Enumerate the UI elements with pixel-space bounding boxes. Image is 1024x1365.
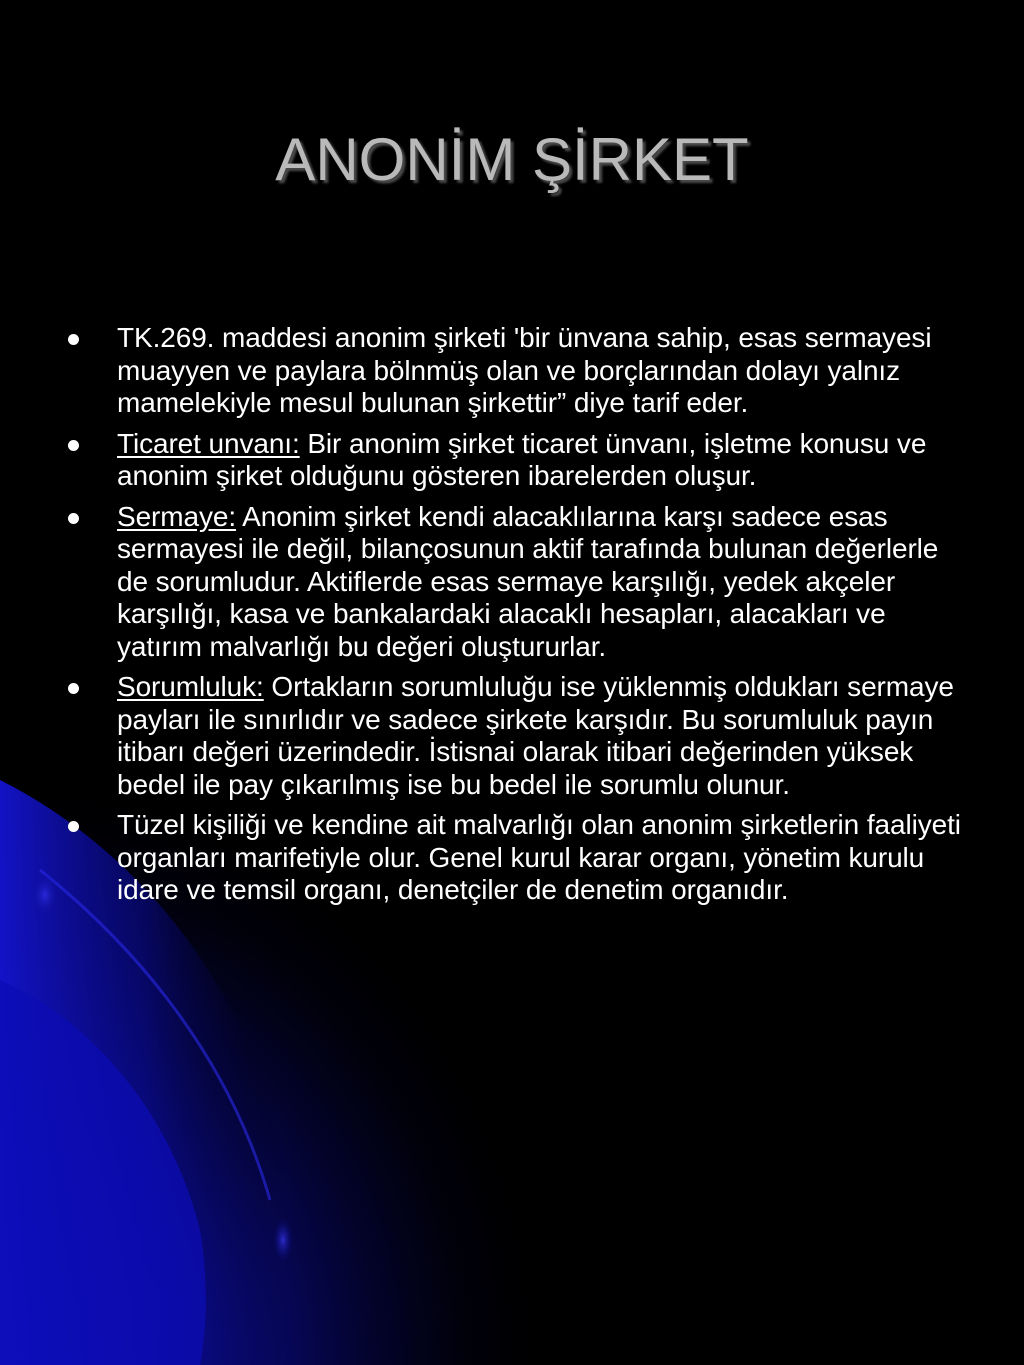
bullet-item [66,809,966,907]
bullet-dot-icon [68,513,79,524]
bullet-text: Bir anonim şirket ticaret ünvanı, işletme konusu ve anonim şirket olduğunu gösteren ibarelerden oluşur. [117,427,927,491]
glow-spot [273,1218,293,1262]
bullet-text: Anonim şirket kendi alacaklılarına karşı sadece esas sermayesi ile değil, bilançosunun aktif tarafında bulunan değerlerle de sorumludur. Aktiflerde esas sermaye karşılığı, yedek akçeler karşılığı, kasa ve bankalardaki alacaklı hesapları, alacakları ve yatırım malvarlığı bu değeri oluştururlar. [117,500,939,662]
bullet-dot-icon [68,440,79,451]
bullet-item [66,428,966,493]
bullet-item [66,501,966,664]
bullet-list [66,322,966,915]
bullet-term: Sermaye: [117,500,237,532]
slide-title: ANONİM ŞİRKET [275,126,749,193]
bullet-item [66,671,966,801]
bullet-text: Ortakların sorumluluğu ise yüklenmiş oldukları sermaye payları ile sınırlıdır ve sadece şirkete karşıdır. Bu sorumluluk payın itibarı değeri üzerindedir. İstisnai olarak itibari değerinden yüksek bedel ile pay çıkarılmış ise bu bedel ile sorumlu olunur. [117,671,954,800]
bullet-item [66,322,966,420]
bullet-dot-icon [68,821,79,832]
bullet-dot-icon [68,683,79,694]
bullet-dot-icon [68,334,79,345]
bullet-text: Tüzel kişiliği ve kendine ait malvarlığı olan anonim şirketlerin faaliyeti organları marifetiyle olur. Genel kurul karar organı, yönetim kurulu idare ve temsil organı, denetçiler de denetim organıdır. [117,809,961,905]
bullet-text: TK.269. maddesi anonim şirketi 'bir ünvana sahip, esas sermayesi muayyen ve paylara bölnmüş olan ve borçlarından dolayı yalnız mamelekiyle mesul bulunan şirkettir” diye tarif eder. [117,322,932,418]
bullet-term: Ticaret unvanı: [117,427,300,459]
glow-spot [31,873,59,917]
bullet-term: Sorumluluk: [117,671,264,702]
